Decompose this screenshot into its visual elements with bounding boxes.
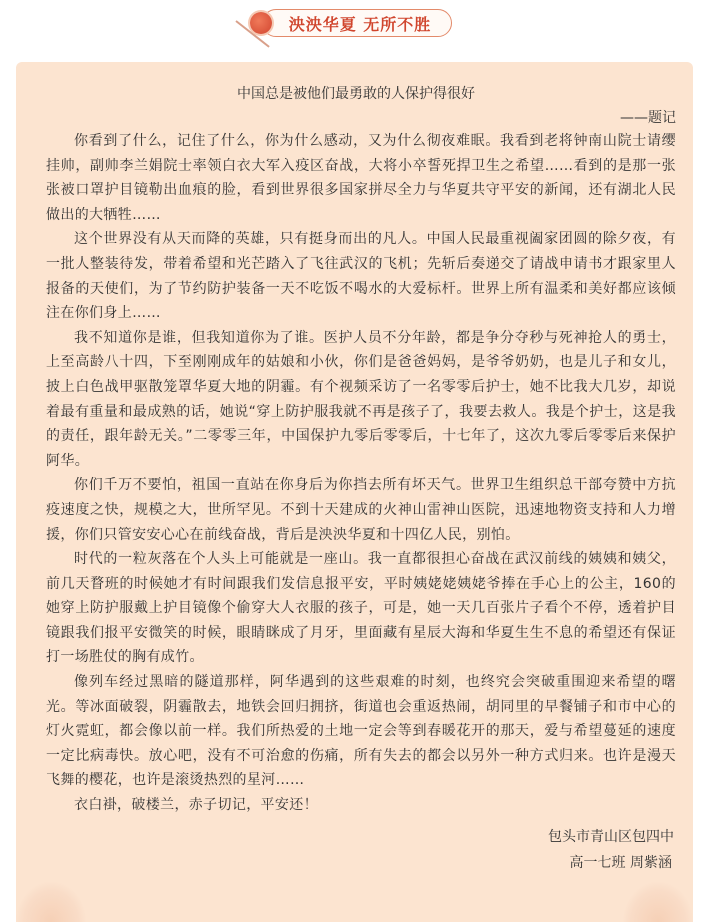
author-name: 高一七班 周紫涵 — [569, 854, 672, 871]
chinese-knot-icon — [250, 12, 272, 34]
essay-paragraph-6: 像列车经过黑暗的隧道那样，阿华遇到的这些艰难的时刻，也终究会突破重围迎来希望的曙光。等冰面破裂，阴霾散去，地铁会回归拥挤，街道也会重返热闹，胡同里的早餐铺子和市中心的灯火霓虹，都会像以前一样。我们所热爱的土地一定会等到春暖花开的那天，爱与希望蔓延的速度一定比病毒快。放心吧，没有不可治愈的伤痛，所有失去的都会以另外一种方式归来。也许是漫天飞舞的樱花，也许是滚烫热烈的星河…… — [46, 674, 676, 789]
header-banner — [0, 0, 704, 48]
essay-body — [46, 81, 676, 876]
author-school: 包头市青山区包四中 — [548, 828, 674, 845]
essay-paragraph-7: 衣白褂，破楼兰，赤子切记，平安还！ — [74, 797, 318, 814]
essay-paragraph-2: 这个世界没有从天而降的英雄，只有挺身而出的凡人。中国人民最重视阖家团圆的除夕夜，有一批人整装待发，带着希望和光芒踏入了飞往武汉的飞机；先斩后奏递交了请战申请书才跟家里人报备的天使们，为了节约防护装备一天不吃饭不喝水的大爱标杆。世界上所有温柔和美好都应该倾注在你们身上…… — [46, 231, 676, 322]
essay-paragraph-5: 时代的一粒灰落在个人头上可能就是一座山。我一直都很担心奋战在武汉前线的姨姨和姨父，前几天瞀班的时候她才有时间跟我们发信息报平安，平时姨姥姥姨姥爷捧在手心上的公主，160的她穿上防护服戴上护目镜像个偷穿大人衣服的孩子，可是，她一天几百张片子看个不停，透着护目镜跟我们报平安微笑的时候，眼睛眯成了月牙，里面藏有星辰大海和华夏生生不息的希望还有保证打一场胜仗的胸有成竹。 — [46, 551, 676, 666]
cloud-decoration-left-icon — [16, 882, 86, 922]
essay-paragraph-3: 我不知道你是谁，但我知道你为了谁。医护人员不分年龄，都是争分夺秒与死神抢人的勇士，上至高龄八十四，下至刚刚成年的姑娘和小伙，你们是爸爸妈妈，是爷爷奶奶，也是儿子和女儿，披上白色战甲驱散笼罩华夏大地的阴霾。有个视频采访了一名零零后护士，她不比我大几岁，却说着最有重量和最成熟的话，她说“穿上防护服我就不再是孩子了，我要去救人。我是个护士，这是我的责任，跟年龄无关。”二零零三年，中国保护九零后零零后，十七年了，这次九零后零零后来保护阿华。 — [46, 329, 676, 469]
essay-paragraph-1: 你看到了什么，记住了什么，你为什么感动，又为什么彻夜难眠。我看到老将钟南山院士请缨挂帅，副帅李兰娟院士率领白衣大军入疫区奋战，大将小卒誓死捍卫生之希望……看到的是那一张张被口罩护目镜勒出血痕的脸，看到世界很多国家拼尽全力与华夏共守平安的新闻，还有湖北人民做出的大牺牲…… — [46, 133, 676, 223]
essay-title: 中国总是被他们最勇敢的人保护得很好 — [237, 86, 475, 102]
banner-pill — [262, 9, 452, 37]
essay-paragraph-4: 你们千万不要怕，祖国一直站在你身后为你挡去所有坏天气。世界卫生组织总干部夸赞中方抗疫速度之快，规模之大，世所罕见。不到十天建成的火神山雷神山医院，迅速地物资支持和人力增援，你们只管安安心心在前线奋战，背后是泱泱华夏和十四亿人民，别怕。 — [46, 477, 676, 543]
essay-signoff — [46, 824, 676, 876]
essay-dedication: ——题记 — [620, 110, 676, 126]
banner-title: 泱泱华夏 无所不胜 — [288, 14, 432, 34]
cloud-decoration-right-icon — [623, 882, 693, 922]
